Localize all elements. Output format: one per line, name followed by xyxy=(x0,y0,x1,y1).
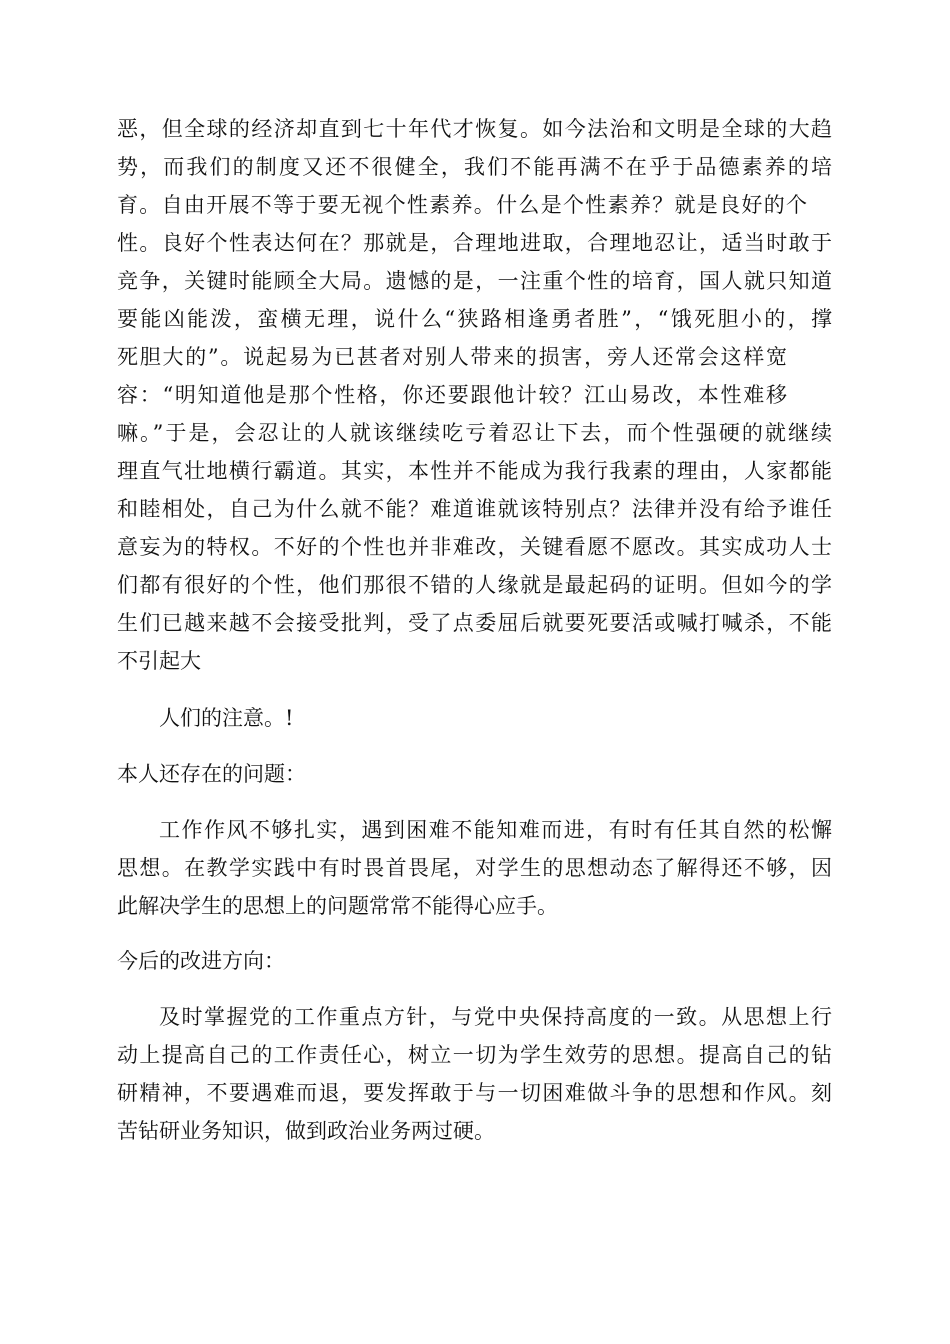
text-line: 们都有很好的个性，他们那很不错的人缘就是最起码的证明。但如今的学 xyxy=(117,573,832,597)
text-line: 要能凶能泼，蛮横无理，说什么“狭路相逢勇者胜”，“饿死胆小的，撑 xyxy=(117,307,832,331)
text-line: 死胆大的”。说起易为已甚者对别人带来的损害，旁人还常会这样宽 xyxy=(117,345,787,369)
text-line: 思想。在教学实践中有时畏首畏尾，对学生的思想动态了解得还不够，因 xyxy=(117,856,832,880)
text-line: 和睦相处，自己为什么就不能？难道谁就该特别点？法律并没有给予谁任 xyxy=(117,497,832,521)
text-line: 意妄为的特权。不好的个性也并非难改，关键看愿不愿改。其实成功人士 xyxy=(117,535,832,559)
text-line: 此解决学生的思想上的问题常常不能得心应手。 xyxy=(117,894,558,918)
text-line: 生们已越来越不会接受批判，受了点委屈后就要死要活或喊打喊杀，不能 xyxy=(117,611,832,635)
text-line: 苦钻研业务知识，做到政治业务两过硬。 xyxy=(117,1119,495,1143)
text-line: 势，而我们的制度又还不很健全，我们不能再满不在乎于品德素养的培 xyxy=(117,155,832,179)
text-line: 研精神，不要遇难而退，要发挥敢于与一切困难做斗争的思想和作风。刻 xyxy=(117,1081,832,1105)
text-line: 容：“明知道他是那个性格，你还要跟他计较？江山易改，本性难移 xyxy=(117,383,787,407)
text-line: 竞争，关键时能顾全大局。遗憾的是，一注重个性的培育，国人就只知道 xyxy=(117,269,832,293)
text-line: 性。良好个性表达何在？那就是，合理地进取，合理地忍让，适当时敢于 xyxy=(117,231,832,255)
section-heading-problems: 本人还存在的问题： xyxy=(117,762,306,786)
text-line: 不引起大 xyxy=(117,649,201,673)
text-line: 恶，但全球的经济却直到七十年代才恢复。如今法治和文明是全球的大趋 xyxy=(117,117,832,141)
paragraph-problems xyxy=(117,811,832,925)
section-heading-improvement: 今后的改进方向： xyxy=(117,949,285,973)
paragraph-continued xyxy=(117,110,832,680)
paragraph-short xyxy=(117,699,832,737)
text-line: 人们的注意。! xyxy=(159,706,294,730)
paragraph-improvement xyxy=(117,998,832,1150)
text-line: 动上提高自己的工作责任心，树立一切为学生效劳的思想。提高自己的钻 xyxy=(117,1043,832,1067)
text-line: 嘛。”于是，会忍让的人就该继续吃亏着忍让下去，而个性强硬的就继续 xyxy=(117,421,832,445)
text-line: 理直气壮地横行霸道。其实，本性并不能成为我行我素的理由，人家都能 xyxy=(117,459,832,483)
text-line: 育。自由开展不等于要无视个性素养。什么是个性素养？就是良好的个 xyxy=(117,193,807,217)
text-line: 及时掌握党的工作重点方针，与党中央保持高度的一致。从思想上行 xyxy=(159,1005,832,1029)
text-line: 工作作风不够扎实，遇到困难不能知难而进，有时有任其自然的松懈 xyxy=(159,818,832,842)
